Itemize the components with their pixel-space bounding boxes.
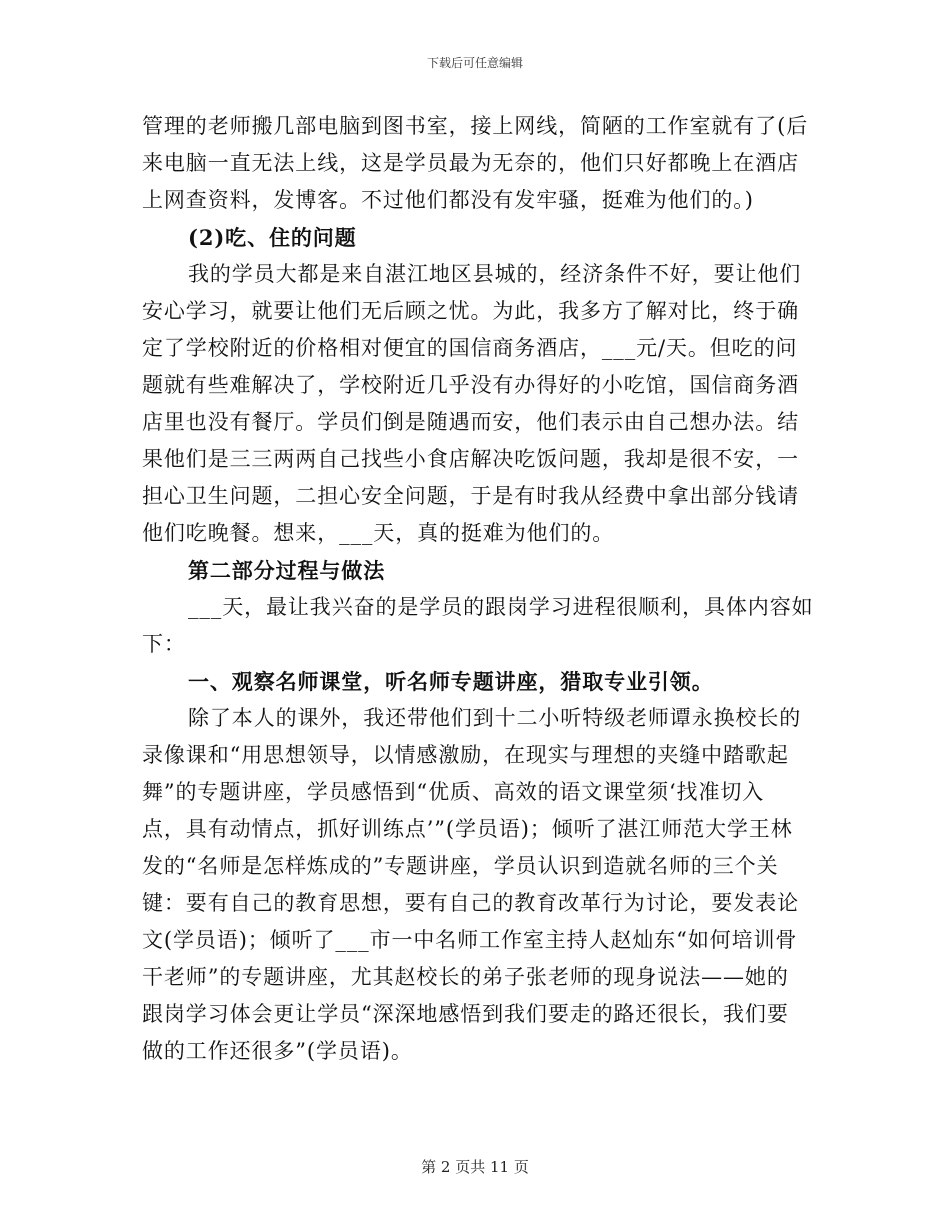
body-line: 我的学员大都是来自湛江地区县城的，经济条件不好，要让他们	[188, 262, 802, 286]
body-line: 发的“名师是怎样炼成的”专题讲座，学员认识到造就名师的三个关	[142, 854, 779, 878]
body-line: 店里也没有餐厅。学员们倒是随遇而安，他们表示由自己想办法。结	[142, 410, 799, 434]
body-line: 来电脑一直无法上线，这是学员最为无奈的，他们只好都晚上在酒店	[142, 151, 799, 175]
section-heading: 一、观察名师课堂，听名师专题讲座，猎取专业引领。	[188, 669, 714, 694]
body-line: 担心卫生问题，二担心安全问题，于是有时我从经费中拿出部分钱请	[142, 484, 799, 508]
body-line: 干老师”的专题讲座，尤其赵校长的弟子张老师的现身说法——她的	[142, 965, 789, 989]
body-line: 录像课和“用思想领导，以情感激励，在现实与理想的夹缝中踏歌起	[142, 743, 789, 767]
body-line: 安心学习，就要让他们无后顾之忧。为此，我多方了解对比，终于确	[142, 299, 799, 323]
body-line: 定了学校附近的价格相对便宜的国信商务酒店，___元/天。但吃的问	[142, 336, 798, 360]
page-number-footer: 第 2 页共 11 页	[421, 1158, 529, 1176]
body-line: 果他们是三三两两自己找些小食店解决吃饭问题，我却是很不安，一	[142, 447, 799, 471]
body-line: 上网查资料，发博客。不过他们都没有发牢骚，挺难为他们的。)	[142, 188, 754, 212]
body-line: 题就有些难解决了，学校附近几乎没有办得好的小吃馆，国信商务酒	[142, 373, 799, 397]
body-line: 舞”的专题讲座，学员感悟到“优质、高效的语文课堂须‘找准切入	[142, 780, 765, 804]
body-line: 点，具有动情点，抓好训练点’”(学员语)；倾听了湛江师范大学王林	[142, 817, 793, 841]
body-line: 他们吃晚餐。想来，___天，真的挺难为他们的。	[142, 521, 615, 545]
document-body	[142, 108, 812, 1070]
body-line: 管理的老师搬几部电脑到图书室，接上网线，简陋的工作室就有了(后	[142, 114, 809, 138]
body-line: ___天，最让我兴奋的是学员的跟岗学习进程很顺利，具体内容如	[188, 595, 814, 619]
body-line: 键：要有自己的教育思想，要有自己的教育改革行为讨论，要发表论	[142, 891, 799, 915]
section-heading: (2)吃、住的问题	[188, 225, 357, 250]
body-line: 做的工作还很多”(学员语)。	[142, 1039, 413, 1063]
body-line: 除了本人的课外，我还带他们到十二小听特级老师谭永换校长的	[188, 706, 802, 730]
body-line: 下：	[142, 632, 186, 656]
section-heading: 第二部分过程与做法	[188, 558, 386, 583]
body-line: 跟岗学习体会更让学员“深深地感悟到我们要走的路还很长，我们要	[142, 1002, 789, 1026]
body-line: 文(学员语)；倾听了___市一中名师工作室主持人赵灿东“如何培训骨	[142, 928, 798, 952]
page-header: 下载后可任意编辑	[426, 56, 523, 70]
